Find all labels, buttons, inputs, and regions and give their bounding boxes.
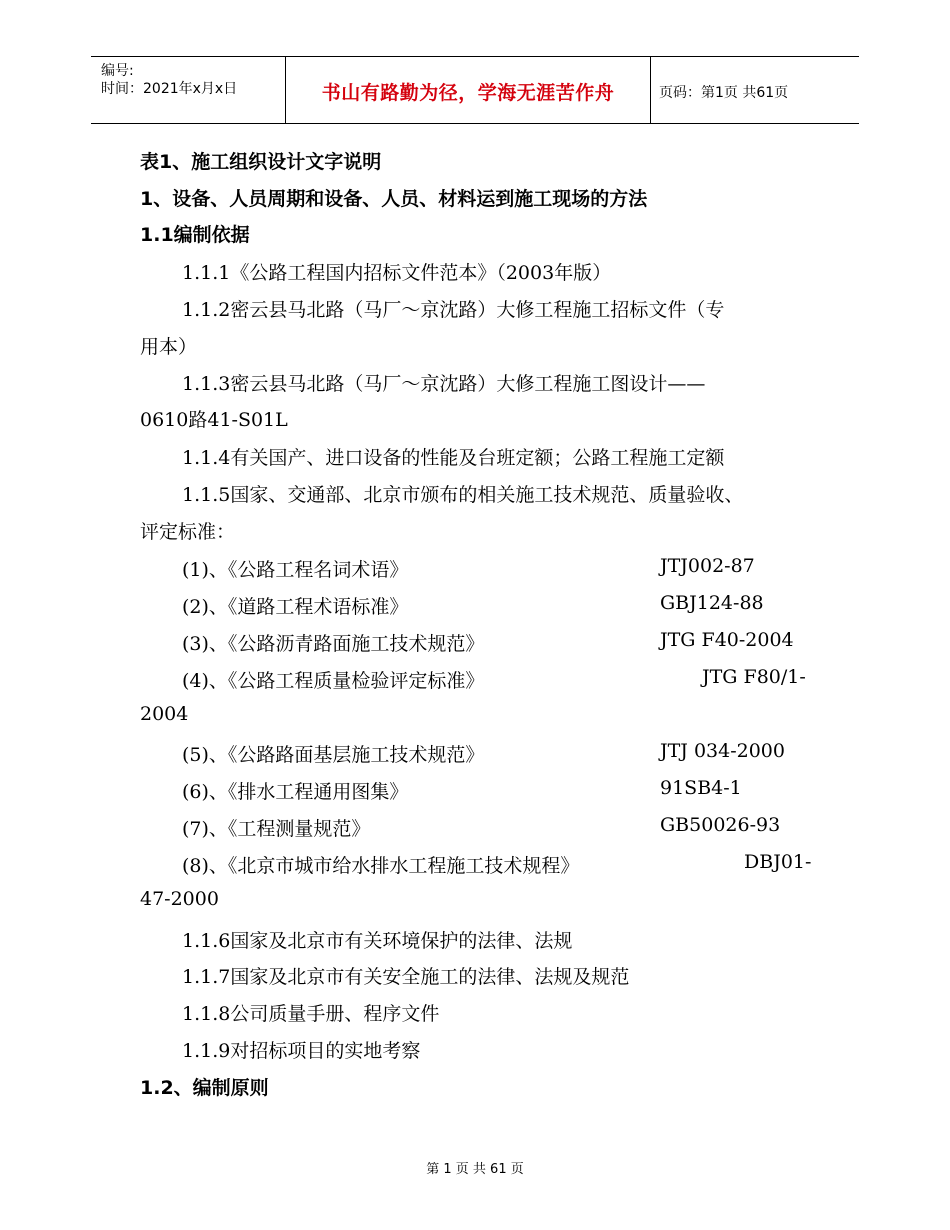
header-meta xyxy=(91,57,285,123)
standard-name: (5)、《公路路面基层施工技术规范》 xyxy=(182,744,485,766)
page-footer: 第 1 页 共 61 页 xyxy=(426,1162,524,1177)
standard-code-cont: 47-2000 xyxy=(140,888,219,910)
standard-name: (4)、《公路工程质量检验评定标准》 xyxy=(182,670,485,692)
standard-code: GBJ124-88 xyxy=(660,592,764,614)
standard-name: (6)、《排水工程通用图集》 xyxy=(182,781,409,803)
standard-name: (7)、《工程测量规范》 xyxy=(182,818,371,840)
header-page-cell xyxy=(649,57,859,123)
standard-name: (3)、《公路沥青路面施工技术规范》 xyxy=(182,633,485,655)
page-header xyxy=(91,56,859,124)
standard-code: 91SB4-1 xyxy=(660,777,742,799)
standard-code-cont: 2004 xyxy=(140,703,189,725)
basis-item-1: 1.1.1《公路工程国内招标文件范本》（2003年版） xyxy=(182,262,612,284)
basis-item-8: 1.1.8公司质量手册、程序文件 xyxy=(182,1003,440,1025)
basis-item-5: 1.1.5国家、交通部、北京市颁布的相关施工技术规范、质量验收、 xyxy=(182,484,744,506)
section-1-2-title: 1.2、编制原则 xyxy=(140,1077,269,1099)
basis-item-6: 1.1.6国家及北京市有关环境保护的法律、法规 xyxy=(182,930,573,952)
standard-code: JTG F80/1- xyxy=(702,666,806,688)
basis-item-2: 1.1.2密云县马北路（马厂～京沈路）大修工程施工招标文件（专 xyxy=(182,299,725,321)
basis-item-7: 1.1.7国家及北京市有关安全施工的法律、法规及规范 xyxy=(182,966,630,988)
basis-item-3-cont: 0610路41-S01L xyxy=(140,409,288,431)
header-motto: 书山有路勤为径，学海无涯苦作舟 xyxy=(321,82,615,104)
standard-code: DBJ01- xyxy=(744,851,812,873)
standard-name: (1)、《公路工程名词术语》 xyxy=(182,559,409,581)
number-label: 编号: xyxy=(101,63,134,79)
section-1-1-title: 1.1编制依据 xyxy=(140,224,250,246)
standard-code: JTJ 034-2000 xyxy=(660,740,785,762)
basis-item-3: 1.1.3密云县马北路（马厂～京沈路）大修工程施工图设计—— xyxy=(182,373,706,395)
basis-item-9: 1.1.9对招标项目的实地考察 xyxy=(182,1040,421,1062)
standard-code: JTJ002-87 xyxy=(660,555,755,577)
standard-code: JTG F40-2004 xyxy=(660,629,794,651)
header-motto-cell xyxy=(285,57,651,123)
standard-name: (2)、《道路工程术语标准》 xyxy=(182,596,409,618)
basis-item-4: 1.1.4有关国产、进口设备的性能及台班定额；公路工程施工定额 xyxy=(182,447,725,469)
basis-item-5-cont: 评定标准： xyxy=(140,521,236,543)
time-label: 时间：2021年x月x日 xyxy=(101,81,238,97)
header-page-info: 页码：第1页 共61页 xyxy=(659,85,789,101)
table-title: 表1、施工组织设计文字说明 xyxy=(140,151,382,173)
section-1-title: 1、设备、人员周期和设备、人员、材料运到施工现场的方法 xyxy=(140,188,648,210)
basis-item-2-cont: 用本） xyxy=(140,336,198,358)
standard-code: GB50026-93 xyxy=(660,814,781,836)
standard-name: (8)、《北京市城市给水排水工程施工技术规程》 xyxy=(182,855,580,877)
